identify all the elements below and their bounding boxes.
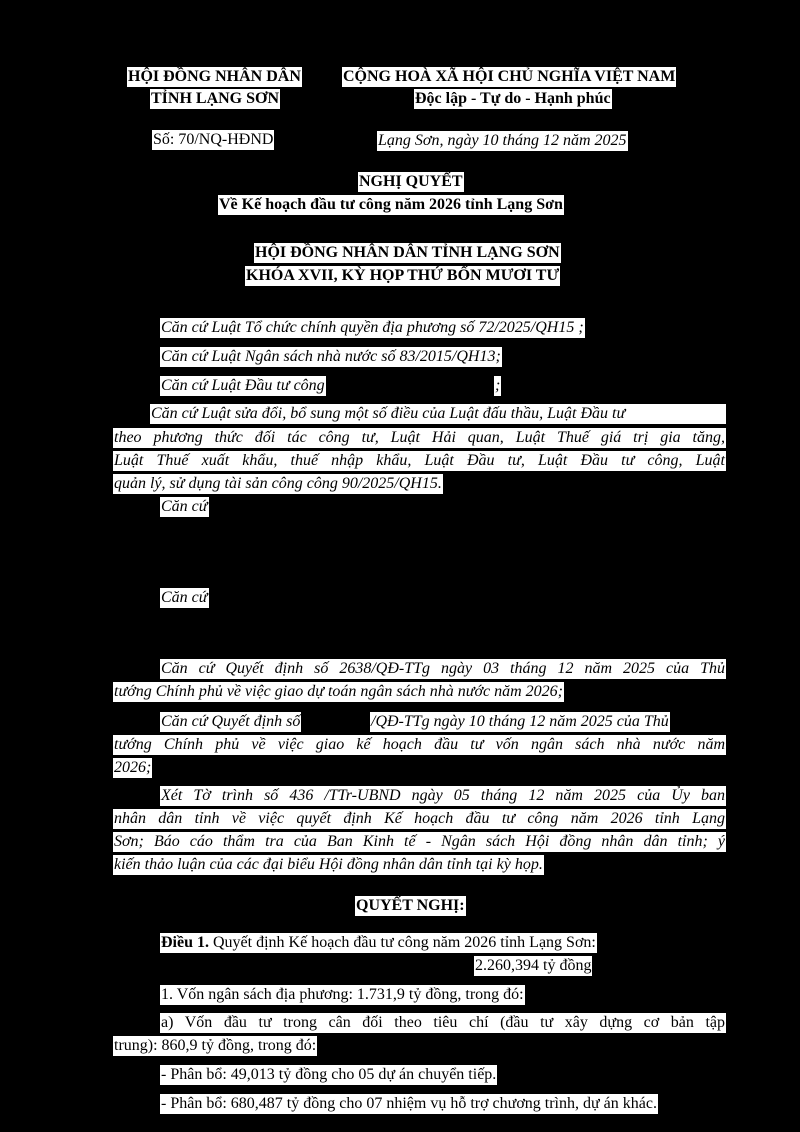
- item-a-line2: trung): 860,9 tỷ đồng, trong đó:: [114, 1037, 317, 1054]
- agency-name-line1: HỘI ĐỒNG NHÂN DÂN: [128, 68, 301, 85]
- basis-redacted-2: Căn cứ: [161, 589, 208, 606]
- document-subject: Về Kế hoạch đầu tư công năm 2026 tỉnh Lạng Sơn: [219, 196, 563, 213]
- document-number: Số: 70/NQ-HĐND: [153, 131, 274, 148]
- item-a-line1: a) Vốn đầu tư trong cân đối theo tiêu chí (đầu tư xây dựng cơ bản tập: [161, 1014, 725, 1031]
- basis-decision-2638-line1: Căn cứ Quyết định số 2638/QĐ-TTg ngày 03 tháng 12 năm 2025 của Thủ: [161, 660, 725, 677]
- article-1: [160, 933, 597, 953]
- agency-name-line2: TỈNH LẠNG SƠN: [151, 90, 280, 107]
- redaction-block: [334, 712, 370, 732]
- proposal-line2: nhân dân tỉnh về việc quyết định Kế hoạch đầu tư công năm 2026 tỉnh Lạng: [114, 810, 725, 827]
- proposal-line3: Sơn; Báo cáo thẩm tra của Ban Kinh tế - Ngân sách Hội đồng nhân dân tỉnh; ý: [114, 833, 725, 850]
- basis-state-budget-law: Căn cứ Luật Ngân sách nhà nước số 83/2015/QH13;: [161, 348, 501, 365]
- national-motto: Độc lập - Tự do - Hạnh phúc: [415, 90, 611, 107]
- basis-decision-line2: tướng Chính phủ về việc giao kế hoạch đầu tư vốn ngân sách nhà nước năm: [114, 736, 725, 753]
- basis-amending-law-line3: Luật Thuế xuất khẩu, thuế nhập khẩu, Luật Đầu tư, Luật Đầu tư công, Luật: [114, 452, 725, 469]
- basis-decision-line1-end: /QĐ-TTg ngày 10 tháng 12 năm 2025 của Thủ: [371, 713, 669, 730]
- article-1-total-amount: 2.260,394 tỷ đồng: [475, 957, 592, 974]
- national-title: CỘNG HOÀ XÃ HỘI CHỦ NGHĨA VIỆT NAM: [343, 68, 676, 85]
- basis-local-government-law: Căn cứ Luật Tổ chức chính quyền địa phương số 72/2025/QH15 ;: [161, 319, 584, 336]
- proposal-line4: kiến thảo luận của các đại biểu Hội đồng nhân dân tỉnh tại kỳ họp.: [114, 856, 543, 873]
- basis-redacted-1: Căn cứ: [161, 498, 208, 515]
- basis-amending-law-line1: Căn cứ Luật sửa đổi, bổ sung một số điều của Luật đấu thầu, Luật Đầu tư: [150, 404, 726, 424]
- basis-public-investment-law-end: ;: [495, 377, 501, 394]
- basis-amending-law-line2: theo phương thức đối tác công tư, Luật Hải quan, Luật Thuế giá trị gia tăng,: [114, 429, 725, 446]
- place-date: Lạng Sơn, ngày 10 tháng 12 năm 2025: [378, 132, 627, 149]
- allocation-transition-projects: - Phân bổ: 49,013 tỷ đồng cho 05 dự án chuyển tiếp.: [161, 1066, 497, 1083]
- basis-public-investment-law: Căn cứ Luật Đầu tư công: [161, 377, 325, 394]
- basis-decision-2638-line2: tướng Chính phủ về việc giao dự toán ngân sách nhà nước năm 2026;: [114, 683, 563, 700]
- article-1-text: Quyết định Kế hoạch đầu tư công năm 2026 tỉnh Lạng Sơn:: [209, 934, 596, 951]
- issuer-line1: HỘI ĐỒNG NHÂN DÂN TỈNH LẠNG SƠN: [255, 244, 560, 261]
- item-1-local-budget: 1. Vốn ngân sách địa phương: 1.731,9 tỷ đồng, trong đó:: [161, 986, 524, 1003]
- document-type: NGHỊ QUYẾT: [359, 173, 463, 190]
- basis-amending-law-line4: quản lý, sử dụng tài sản công công 90/2025/QH15.: [114, 475, 442, 492]
- redaction-block: [358, 376, 496, 396]
- article-1-label: Điều 1.: [161, 934, 209, 951]
- decision-heading: QUYẾT NGHỊ:: [356, 897, 465, 914]
- allocation-support-tasks: - Phân bổ: 680,487 tỷ đồng cho 07 nhiệm vụ hỗ trợ chương trình, dự án khác.: [161, 1095, 657, 1112]
- basis-decision-line3: 2026;: [114, 759, 152, 776]
- issuer-line2: KHÓA XVII, KỲ HỌP THỨ BỐN MƯƠI TƯ: [246, 267, 560, 284]
- basis-decision-line1-start: Căn cứ Quyết định số: [161, 713, 301, 730]
- proposal-line1: Xét Tờ trình số 436 /TTr-UBND ngày 05 tháng 12 năm 2025 của Ủy ban: [161, 787, 725, 804]
